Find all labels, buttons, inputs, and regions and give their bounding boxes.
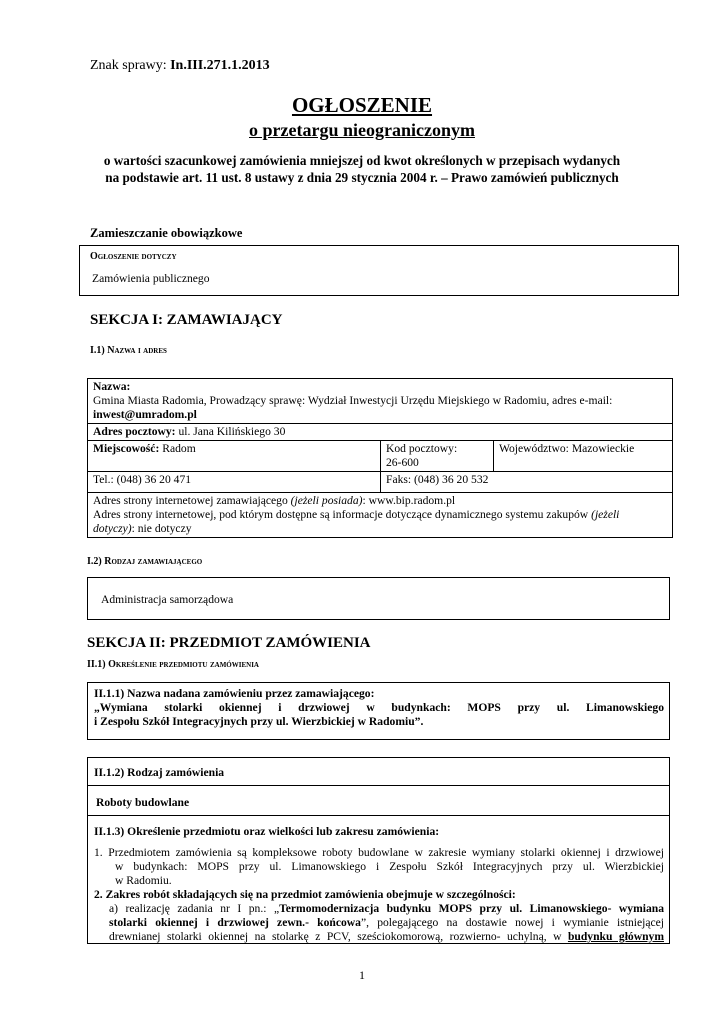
tel-cell — [88, 472, 381, 493]
name-label: Nazwa: — [93, 380, 131, 393]
scope-box — [87, 815, 670, 944]
scope-point-a — [109, 902, 664, 944]
scope-point-1 — [94, 846, 664, 888]
scope-point-a-rest-2: ”, polegającego na dostawie nowej i wymianie istniejącej — [360, 916, 665, 929]
scope-point-a-line-3: drewnianej stolarki okiennej na stolarkę z PCV, sześciokomorową, rozwierno- uchylną, w — [109, 930, 562, 943]
www-value: : www.bip.radom.pl — [362, 494, 456, 507]
document-subtitle: o przetargu nieograniczonym — [249, 120, 475, 140]
scope-point-1-num: 1. — [94, 846, 103, 859]
notice-concerns-label: Ogłoszenie dotyczy — [90, 251, 177, 262]
section-1-1-heading: I.1) Nazwa i adres — [90, 345, 167, 356]
email-value: inwest@umradom.pl — [93, 408, 197, 421]
name-value: Gmina Miasta Radomia, Prowadzący sprawę: Wydział Inwestycji Urzędu Miejskiego w Radomiu, adres e-mail: — [93, 394, 613, 407]
www-cell — [88, 493, 673, 538]
notice-concerns-box — [79, 245, 679, 296]
section-1-heading: SEKCJA I: ZAMAWIAJĄCY — [90, 312, 283, 328]
placement-heading: Zamieszczanie obowiązkowe — [90, 226, 243, 240]
zip-value: 26-600 — [386, 456, 419, 469]
www-text: Adres strony internetowej zamawiającego — [93, 494, 288, 507]
tel-value: Tel.: (048) 36 20 471 — [93, 473, 192, 486]
zip-label: Kod pocztowy: — [386, 442, 458, 455]
dyn-note-b: dotyczy) — [93, 522, 132, 535]
authority-type-box — [87, 577, 670, 620]
intro-text — [60, 152, 664, 186]
fax-cell — [381, 472, 673, 493]
authority-type-value: Administracja samorządowa — [101, 593, 234, 606]
province-value: Mazowieckie — [571, 442, 635, 455]
case-number-line — [90, 58, 270, 74]
city-label: Miejscowość: — [93, 442, 160, 455]
postal-label: Adres pocztowy: — [93, 425, 176, 438]
contracting-authority-table — [87, 378, 673, 538]
intro-line-1: o wartości szacunkowej zamówienia mniejszej od kwot określonych w przepisach wydanych — [103, 153, 621, 168]
province-label: Województwo: — [499, 442, 569, 455]
dyn-note-a: (jeżeli — [591, 508, 620, 521]
zip-cell — [381, 441, 494, 472]
city-value: Radom — [162, 442, 196, 455]
scope-label: II.1.3) Określenie przedmiotu oraz wielkości lub zakresu zamówienia: — [94, 825, 440, 838]
section-1-2-heading: I.2) Rodzaj zamawiającego — [87, 556, 203, 567]
scope-point-2: 2. Zakres robót składających się na przedmiot zamówienia obejmuje w szczególności: — [94, 888, 516, 901]
scope-point-a-start: a) realizację zadania nr I pn.: „ — [109, 902, 280, 915]
contract-type-label-box — [87, 757, 670, 786]
scope-point-1-line-1: Przedmiotem zamówienia są kompleksowe roboty budowlane w zakresie wymiany stolarki okiennej i drzwiowej — [108, 846, 665, 859]
scope-point-a-line-3-bold: budynku głównym — [567, 930, 664, 943]
province-cell — [494, 441, 673, 472]
scope-point-a-bold-2: stolarki okiennej i drzwiowej zewn.- końcowa — [109, 916, 361, 929]
postal-value: ul. Jana Kilińskiego 30 — [178, 425, 286, 438]
contract-type-value: Roboty budowlane — [96, 796, 190, 809]
notice-concerns-value: Zamówienia publicznego — [92, 272, 210, 285]
document-title: OGŁOSZENIE — [291, 93, 433, 117]
city-cell — [88, 441, 381, 472]
case-number: In.III.271.1.2013 — [170, 58, 270, 73]
fax-value: Faks: (048) 36 20 532 — [386, 473, 489, 486]
www-note: (jeżeli posiada) — [290, 494, 363, 507]
dyn-text: Adres strony internetowej, pod którym dostępne są informacje dotyczące dynamicznego systemu zakupów — [93, 508, 589, 521]
section-2-1-heading: II.1) Określenie przedmiotu zamówienia — [87, 659, 259, 670]
contract-type-label: II.1.2) Rodzaj zamówienia — [94, 766, 225, 779]
contract-type-value-box — [87, 785, 670, 816]
intro-line-2: na podstawie art. 11 ust. 8 ustawy z dnia 29 stycznia 2004 r. – Prawo zamówień publicznych — [105, 170, 619, 185]
contract-name-line-1: „Wymiana stolarki okiennej i drzwiowej w budynkach: MOPS przy ul. Limanowskiego — [94, 701, 664, 714]
dyn-value: : nie dotyczy — [131, 522, 192, 535]
contract-name-label: II.1.1) Nazwa nadana zamówieniu przez zamawiającego: — [94, 687, 375, 700]
case-label: Znak sprawy: — [90, 58, 167, 73]
scope-point-1-line-2: w budynkach: MOPS przy ul. Limanowskiego i Zespołu Szkół Integracyjnych przy ul. Wierzbickiej — [115, 860, 664, 873]
scope-point-1-line-3: w Radomiu. — [115, 874, 172, 887]
postal-cell — [88, 424, 673, 441]
contract-name-box — [87, 682, 670, 740]
section-2-heading: SEKCJA II: PRZEDMIOT ZAMÓWIENIA — [87, 635, 371, 651]
contract-name-line-2: i Zespołu Szkół Integracyjnych przy ul. Wierzbickiej w Radomiu”. — [94, 715, 424, 728]
name-cell — [88, 379, 673, 424]
contract-name-content — [94, 687, 664, 729]
page-number: 1 — [359, 968, 365, 982]
scope-point-a-bold-1: Termomodernizacja budynku MOPS przy ul. Limanowskiego- wymiana — [279, 902, 664, 915]
